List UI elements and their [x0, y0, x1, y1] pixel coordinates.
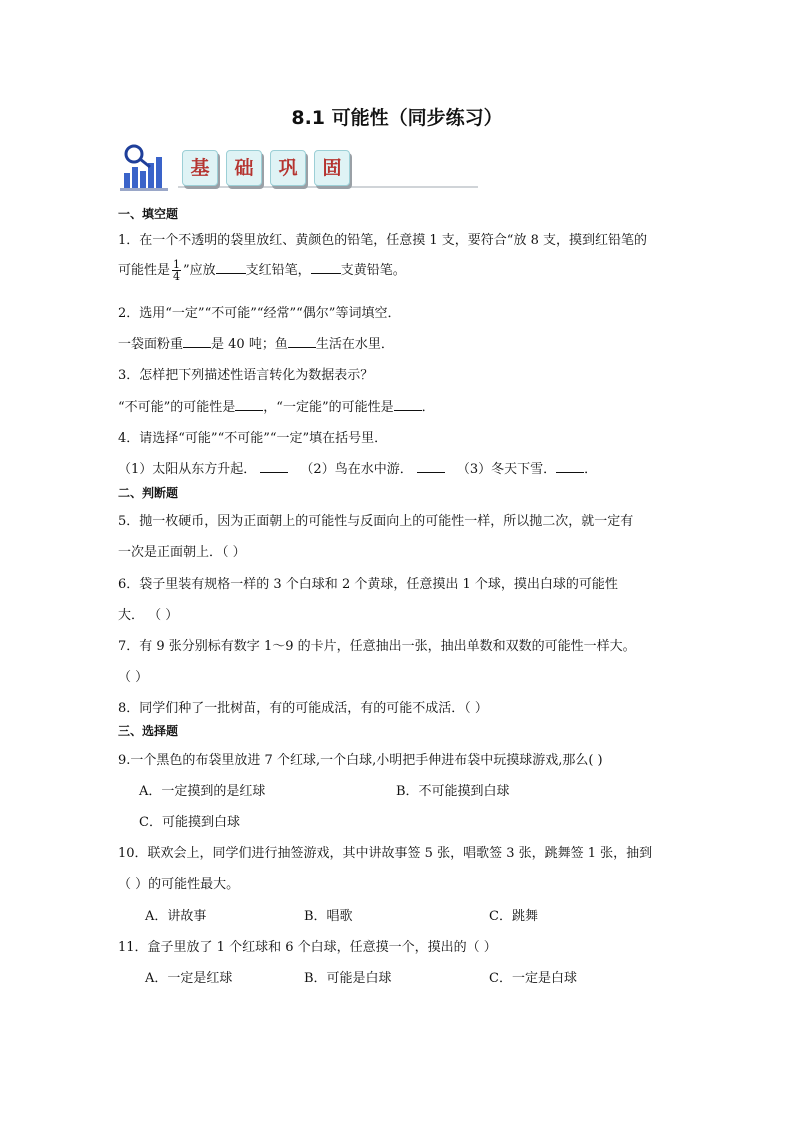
- q2-text-b: 是 40 吨；鱼: [211, 337, 288, 352]
- q5-line1: 5．抛一枚硬币，因为正面朝上的可能性与反面向上的可能性一样，所以抛二次，就一定有: [118, 514, 634, 529]
- section-judge-heading: 二、判断题: [118, 486, 179, 500]
- banner-char-3: 巩: [270, 150, 306, 186]
- q2-blank-1[interactable]: [183, 336, 211, 348]
- chart-magnifier-icon: [120, 143, 174, 191]
- q4-blank-2[interactable]: [417, 461, 445, 473]
- banner-underline: [178, 186, 478, 188]
- q11-line1: 11．盒子里放了 1 个红球和 6 个白球，任意摸一个，摸出的（ ）: [118, 940, 497, 955]
- banner-char-2: 础: [226, 150, 262, 186]
- q1-text-c: 支红铅笔，: [245, 263, 311, 278]
- q4-end: ．: [584, 462, 598, 477]
- q4-line2: [118, 458, 597, 477]
- q8-line1: 8．同学们种了一批树苗，有的可能成活，有的可能不成活．（ ）: [118, 701, 488, 716]
- q3-blank-1[interactable]: [235, 399, 263, 411]
- q11-option-a[interactable]: A．一定是红球: [145, 971, 233, 986]
- q1-blank-1[interactable]: [216, 262, 246, 274]
- q3-line1: 3．怎样把下列描述性语言转化为数据表示？: [118, 368, 374, 383]
- q4-part3: （3）冬天下雪．: [456, 462, 557, 477]
- section-fill-heading: 一、填空题: [118, 207, 179, 221]
- q10-line2: （ ）的可能性最大。: [118, 877, 240, 892]
- q4-part1: （1）太阳从东方升起．: [118, 462, 257, 477]
- q4-line1: 4．请选择“可能”“不可能”“一定”填在括号里．: [118, 431, 388, 446]
- q6-line2: 大． （ ）: [118, 608, 179, 623]
- q2-text-a: 一袋面粉重: [118, 337, 184, 352]
- page-title: 8.1 可能性（同步练习）: [291, 107, 503, 129]
- section-choice-heading: 三、选择题: [118, 724, 179, 738]
- q2-text-c: 生活在水里．: [315, 337, 394, 352]
- q1-line1: 1．在一个不透明的袋里放红、黄颜色的铅笔，任意摸 1 支，要符合“放 8 支，摸到红铅笔的: [118, 233, 647, 248]
- banner-char-1: 基: [182, 150, 218, 186]
- q11-option-b[interactable]: B．可能是白球: [304, 971, 392, 986]
- q7-line2: （ ）: [118, 670, 149, 685]
- q1-fraction: [172, 259, 181, 282]
- q1-frac-den: 4: [173, 270, 181, 283]
- q2-blank-2[interactable]: [288, 336, 316, 348]
- q11-option-c[interactable]: C．一定是白球: [489, 971, 577, 986]
- q4-blank-3[interactable]: [556, 461, 584, 473]
- q3-text-c: ．: [421, 400, 435, 415]
- q6-line1: 6．袋子里装有规格一样的 3 个白球和 2 个黄球，任意摸出 1 个球，摸出白球的可能性: [118, 577, 618, 592]
- q9-option-c[interactable]: C．可能摸到白球: [139, 815, 240, 830]
- q1-text-b: ”应放: [183, 263, 216, 278]
- q1-frac-num: 1: [173, 258, 181, 271]
- q4-part2: （2）鸟在水中游．: [300, 462, 413, 477]
- q1-line2: [118, 259, 406, 282]
- q9-option-b[interactable]: B．不可能摸到白球: [396, 784, 510, 799]
- q10-option-a[interactable]: A．讲故事: [145, 909, 207, 924]
- q1-text-d: 支黄铅笔。: [340, 263, 406, 278]
- q10-option-b[interactable]: B．唱歌: [304, 909, 353, 924]
- banner-char-4: 固: [314, 150, 350, 186]
- section-banner: [120, 143, 380, 191]
- q2-line1: 2．选用“一定”“不可能”“经常”“偶尔”等词填空．: [118, 306, 401, 321]
- q3-text-a: “不可能”的可能性是: [118, 400, 236, 415]
- q10-line1: 10．联欢会上，同学们进行抽签游戏，其中讲故事签 5 张，唱歌签 3 张，跳舞签 1 张，抽到: [118, 846, 653, 861]
- q5-line2: 一次是正面朝上．（ ）: [118, 545, 246, 560]
- q9-line1: 9.一个黑色的布袋里放进 7 个红球,一个白球,小明把手伸进布袋中玩摸球游戏,那么( ): [118, 753, 603, 768]
- q2-line2: [118, 333, 394, 352]
- q3-text-b: ，“一定能”的可能性是: [263, 400, 394, 415]
- q3-blank-2[interactable]: [394, 399, 422, 411]
- q1-blank-2[interactable]: [311, 262, 341, 274]
- q1-text-a: 可能性是: [118, 263, 171, 278]
- q10-option-c[interactable]: C．跳舞: [489, 909, 538, 924]
- q7-line1: 7．有 9 张分别标有数字 1～9 的卡片，任意抽出一张，抽出单数和双数的可能性一样大。: [118, 639, 636, 654]
- q4-blank-1[interactable]: [260, 461, 288, 473]
- q3-line2: [118, 396, 435, 415]
- q9-option-a[interactable]: A．一定摸到的是红球: [139, 784, 266, 799]
